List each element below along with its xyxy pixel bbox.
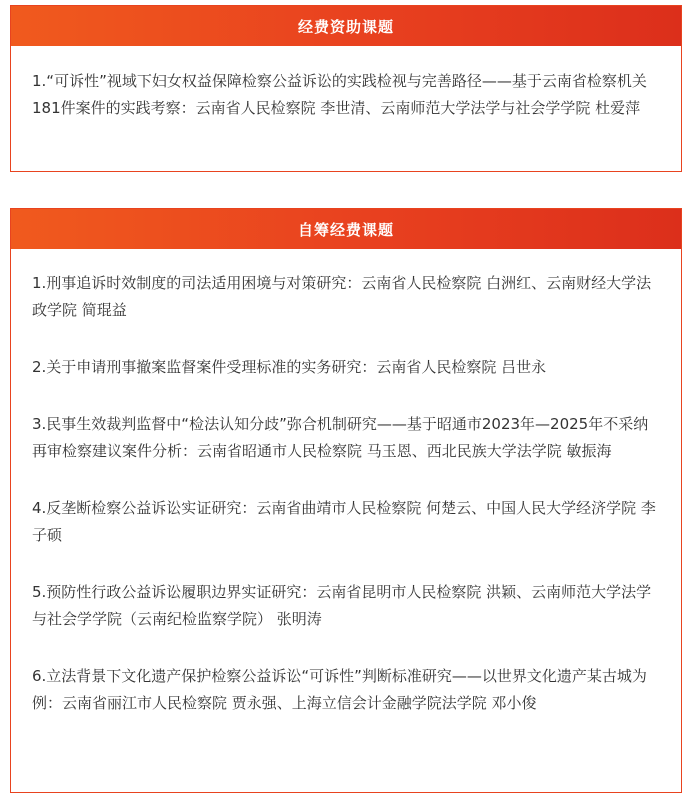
topic-item: 1.刑事追诉时效制度的司法适用困境与对策研究：云南省人民检察院 白洲红、云南财经大学法政学院 简琨益 bbox=[32, 274, 652, 319]
section-title: 自筹经费课题 bbox=[297, 220, 394, 239]
self-funded-topics-section bbox=[10, 208, 682, 793]
section-body bbox=[11, 46, 681, 122]
section-title: 经费资助课题 bbox=[297, 17, 394, 36]
section-header bbox=[11, 6, 681, 46]
topic-item: 6.立法背景下文化遗产保护检察公益诉讼“可诉性”判断标准研究——以世界文化遗产某古城为例：云南省丽江市人民检察院 贾永强、上海立信会计金融学院法学院 邓小俊 bbox=[32, 667, 647, 712]
section-body bbox=[11, 249, 681, 717]
funded-topics-section bbox=[10, 5, 682, 172]
topic-item: 2.关于申请刑事撤案监督案件受理标准的实务研究：云南省人民检察院 吕世永 bbox=[32, 358, 547, 376]
topic-item: 1.“可诉性”视域下妇女权益保障检察公益诉讼的实践检视与完善路径——基于云南省检察机关181件案件的实践考察：云南省人民检察院 李世清、云南师范大学法学与社会学学院 杜爱萍 bbox=[32, 72, 647, 117]
topic-item: 4.反垄断检察公益诉讼实证研究：云南省曲靖市人民检察院 何楚云、中国人民大学经济学院 李子硕 bbox=[32, 499, 656, 544]
topic-item: 5.预防性行政公益诉讼履职边界实证研究：云南省昆明市人民检察院 洪颖、云南师范大学法学与社会学学院（云南纪检监察学院） 张明涛 bbox=[32, 583, 652, 628]
section-header bbox=[11, 209, 681, 249]
topic-item: 3.民事生效裁判监督中“检法认知分歧”弥合机制研究——基于昭通市2023年—2025年不采纳再审检察建议案件分析：云南省昭通市人民检察院 马玉恩、西北民族大学法学院 敏振海 bbox=[32, 415, 649, 460]
